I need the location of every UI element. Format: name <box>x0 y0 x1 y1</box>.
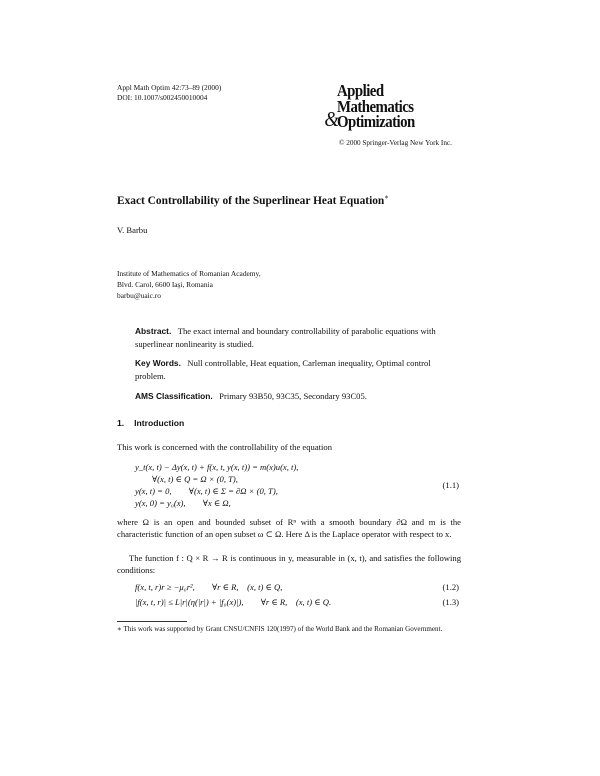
paper-title <box>117 193 389 207</box>
ams-text: Primary 93B50, 93C35, Secondary 93C05. <box>219 390 367 401</box>
keywords-text: Null controllable, Heat equation, Carleman inequality, Optimal control problem. <box>135 358 431 382</box>
paper-title-text: Exact Controllability of the Superlinear Heat Equation <box>117 194 385 207</box>
journal-logo <box>324 81 415 131</box>
equation-1-2-number: (1.2) <box>442 582 459 592</box>
abstract-label: Abstract. <box>135 326 172 336</box>
footnote-rule <box>117 621 187 622</box>
ams-label: AMS Classification. <box>135 390 213 401</box>
equation-1-1-line-1: y_t(x, t) − Δy(x, t) + f(x, t, y(x, t)) = m(x)u(x, t), <box>135 462 299 472</box>
abstract <box>135 325 460 350</box>
journal-citation: Appl Math Optim 42:73–89 (2000) <box>117 83 222 92</box>
section-heading <box>117 418 184 428</box>
ams-classification <box>135 390 460 403</box>
logo-line-3: Optimization <box>337 112 415 131</box>
author-email: barbu@uaic.ro <box>117 291 161 300</box>
section-number: 1. <box>117 418 125 428</box>
abstract-block <box>135 325 460 410</box>
logo-ampersand: & <box>324 107 339 131</box>
logo-line-2: Mathematics <box>337 96 414 116</box>
equation-1-1-line-2: ∀(x, t) ∈ Q = Ω × (0, T), <box>152 474 238 484</box>
author: V. Barbu <box>117 225 148 235</box>
doi: DOI: 10.1007/s002450010004 <box>117 93 208 102</box>
logo-line-1: Applied <box>337 81 384 100</box>
section-title: Introduction <box>134 418 185 428</box>
intro-paragraph: This work is concerned with the controllability of the equation <box>117 442 333 452</box>
footnote: ∗ This work was supported by Grant CNSU/CNFIS 120(1997) of the World Bank and the Romanian Government. <box>117 625 443 633</box>
copyright-notice: © 2000 Springer-Verlag New York Inc. <box>339 139 452 147</box>
keywords-label: Key Words. <box>135 358 181 369</box>
journal-header <box>117 83 221 103</box>
paragraph-domain: where Ω is an open and bounded subset of Rⁿ with a smooth boundary ∂Ω and m is the characteristic function of an open subset ω ⊂ Ω. Here Δ is the Laplace operator with respect to x. <box>117 517 461 540</box>
equation-1-1-line-4: y(x, 0) = y₀(x), ∀x ∈ Ω, <box>135 498 231 508</box>
equation-1-1-number: (1.1) <box>442 480 459 490</box>
title-footnote-mark: ∗ <box>384 193 390 201</box>
abstract-text: The exact internal and boundary controllability of parabolic equations with superlinear nonlinearity is studied. <box>135 326 436 349</box>
affiliation <box>117 268 261 301</box>
affiliation-line-1: Institute of Mathematics of Romanian Academy, <box>117 269 261 278</box>
paragraph-function: The function f : Q × R → R is continuous in y, measurable in (x, t), and satisfies the following conditions: <box>117 553 461 576</box>
equation-1-1-line-3: y(x, t) = 0, ∀(x, t) ∈ Σ = ∂Ω × (0, T), <box>135 486 278 496</box>
affiliation-line-2: Blvd. Carol, 6600 Iaşi, Romania <box>117 280 213 289</box>
equation-1-3: |f(x, t, r)| ≤ L|r|(η(|r|) + |f₀(x)|), ∀r ∈ R, (x, t) ∈ Q. <box>135 597 332 607</box>
keywords <box>135 357 460 382</box>
equation-1-3-number: (1.3) <box>442 597 459 607</box>
equation-1-2: f(x, t, r)r ≥ −μ₀r², ∀r ∈ R, (x, t) ∈ Q, <box>135 582 283 592</box>
